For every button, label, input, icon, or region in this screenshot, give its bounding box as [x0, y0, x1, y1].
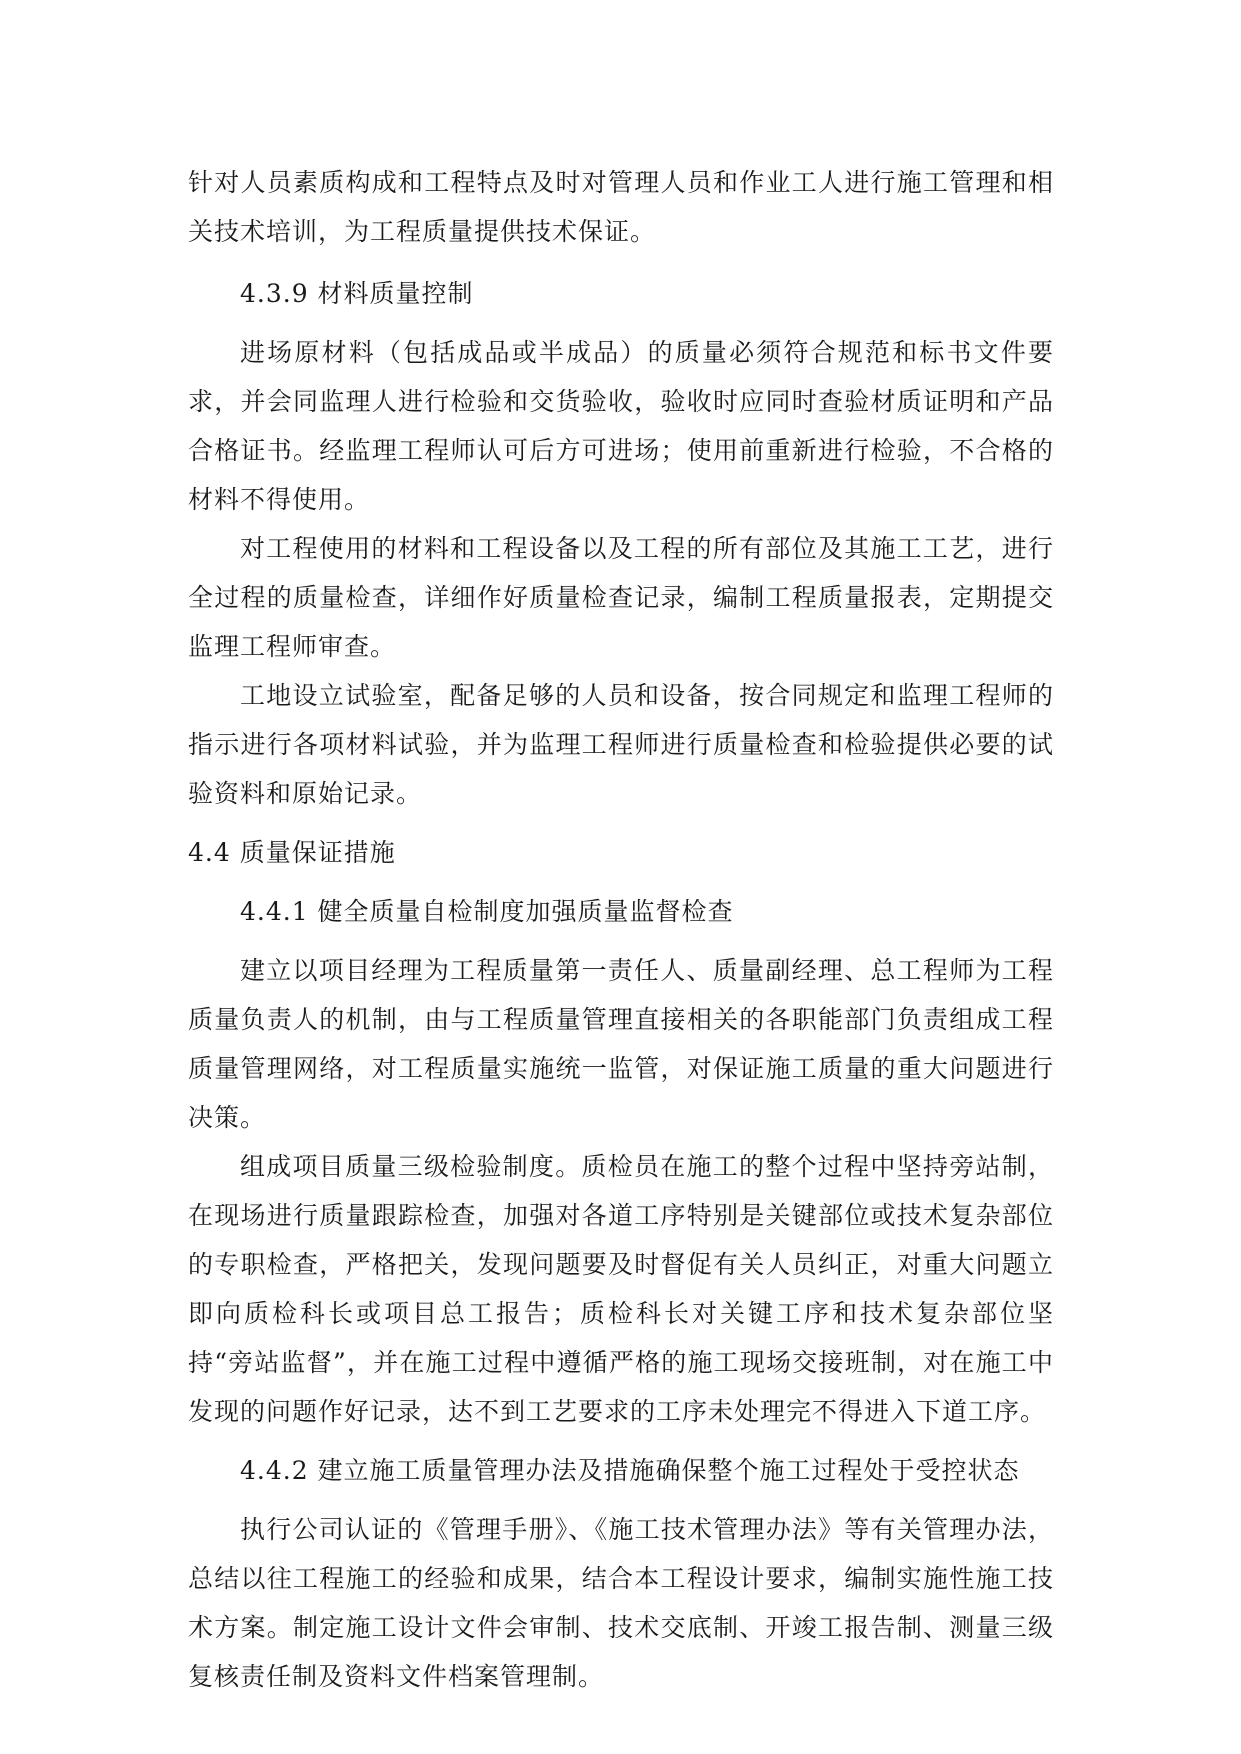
- paragraph-laboratory: 工地设立试验室，配备足够的人员和设备，按合同规定和监理工程师的指示进行各项材料试验，并为监理工程师进行质量检查和检验提供必要的试验资料和原始记录。: [188, 681, 1054, 808]
- paragraph-quality-inspection: 对工程使用的材料和工程设备以及工程的所有部位及其施工工艺，进行全过程的质量检查，详细作好质量检查记录，编制工程质量报表，定期提交监理工程师审查。: [188, 534, 1054, 661]
- document-body: [188, 158, 1054, 1701]
- paragraph-personnel-training: 针对人员素质构成和工程特点及时对管理人员和作业工人进行施工管理和相关技术培训，为工程质量提供技术保证。: [188, 168, 1054, 246]
- heading-4-4-1: 4.4.1 健全质量自检制度加强质量监督检查: [240, 897, 734, 926]
- heading-4-4: 4.4 质量保证措施: [188, 838, 396, 867]
- heading-4-4-2: 4.4.2 建立施工质量管理办法及措施确保整个施工过程处于受控状态: [240, 1456, 1020, 1485]
- paragraph-incoming-materials: 进场原材料（包括成品或半成品）的质量必须符合规范和标书文件要求，并会同监理人进行检验和交货验收，验收时应同时查验材质证明和产品合格证书。经监理工程师认可后方可进场；使用前重新进行检验，不合格的材料不得使用。: [188, 338, 1054, 514]
- heading-4-3-9: 4.3.9 材料质量控制: [240, 279, 474, 308]
- paragraph-responsibility: 建立以项目经理为工程质量第一责任人、质量副经理、总工程师为工程质量负责人的机制，由与工程质量管理直接相关的各职能部门负责组成工程质量管理网络，对工程质量实施统一监管，对保证施工质量的重大问题进行决策。: [188, 956, 1054, 1132]
- paragraph-three-level-inspection: 组成项目质量三级检验制度。质检员在施工的整个过程中坚持旁站制，在现场进行质量跟踪检查，加强对各道工序特别是关键部位或技术复杂部位的专职检查，严格把关，发现问题要及时督促有关人员纠正，对重大问题立即向质检科长或项目总工报告；质检科长对关键工序和技术复杂部位坚持“旁站监督”，并在施工过程中遵循严格的施工现场交接班制，对在施工中发现的问题作好记录，达不到工艺要求的工序未处理完不得进入下道工序。: [188, 1152, 1054, 1426]
- paragraph-management-methods: 执行公司认证的《管理手册》、《施工技术管理办法》等有关管理办法，总结以往工程施工的经验和成果，结合本工程设计要求，编制实施性施工技术方案。制定施工设计文件会审制、技术交底制、开竣工报告制、测量三级复核责任制及资料文件档案管理制。: [188, 1515, 1054, 1691]
